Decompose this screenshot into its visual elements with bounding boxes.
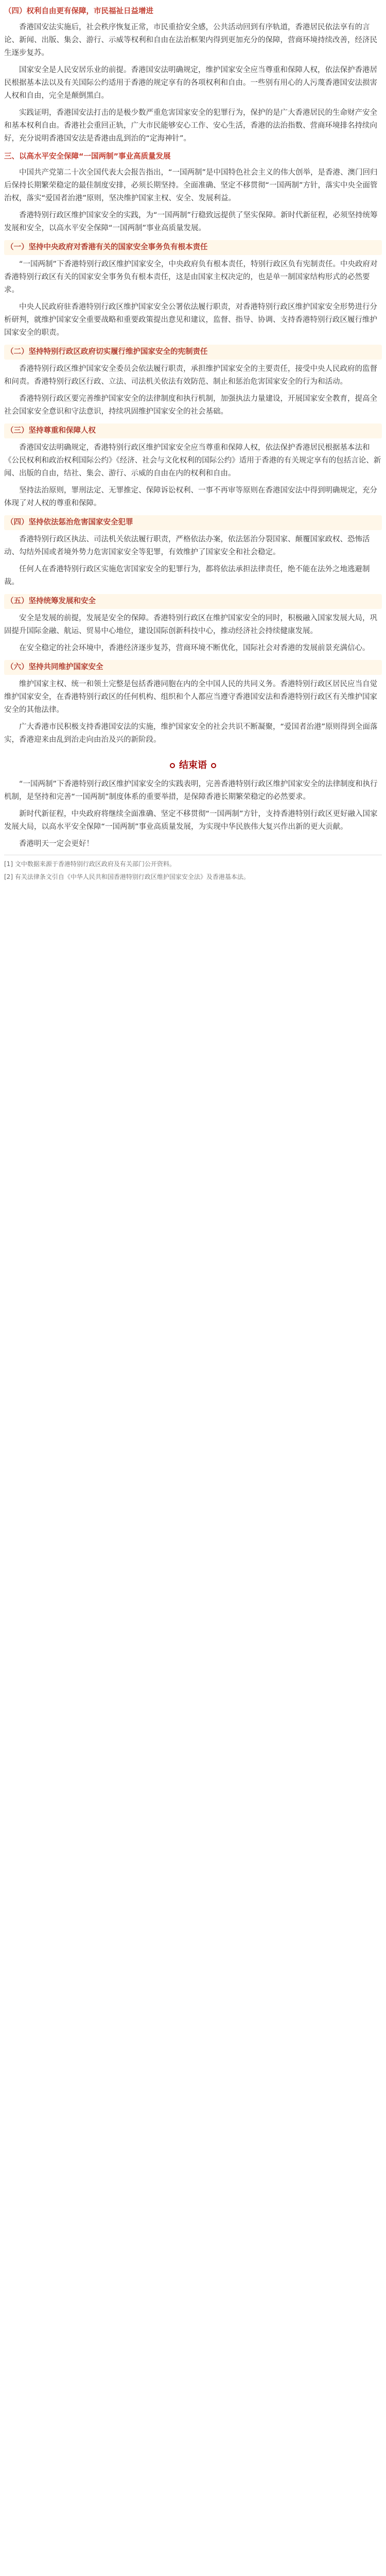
paragraph: 广大香港市民积极支持香港国安法的实施，维护国家安全的社会共识不断凝聚，“爱国者治港”原则得到全面落实，香港迎来由乱到治走向由治及兴的新阶段。 bbox=[4, 723, 378, 744]
closing-title bbox=[4, 759, 382, 772]
paragraph: 安全是发展的前提，发展是安全的保障。香港特别行政区在维护国家安全的同时，积极融入国家发展大局，巩固提升国际金融、航运、贸易中心地位，建设国际创新科技中心，推动经济社会持续健康发展。 bbox=[4, 614, 377, 635]
paragraph: “一国两制”下香港特别行政区维护国家安全，中央政府负有根本责任，特别行政区负有宪制责任。中央政府对香港特别行政区有关的国家安全事务负有根本责任，这是由国家主权决定的，也是单一制国家结构形式的必然要求。 bbox=[4, 260, 378, 294]
section-title: 三、以高水平安全保障“一国两制”事业高质量发展 bbox=[4, 152, 171, 161]
subsection bbox=[4, 345, 382, 418]
subsection bbox=[4, 594, 382, 655]
subsection bbox=[4, 240, 382, 340]
paragraph: 香港国安法实施后，社会秩序恢复正常，市民重拾安全感，公共活动回到有序轨道，香港居民依法享有的言论、新闻、出版、集会、游行、示威等权利和自由在法治框架内得到更加充分的保障，营商环境持续改善，经济民生逐步复苏。 bbox=[4, 23, 377, 57]
subsection-title: （四）坚持依法惩治危害国家安全犯罪 bbox=[4, 515, 382, 530]
paragraph: 在安全稳定的社会环境中，香港经济逐步复苏，营商环境不断优化，国际社会对香港的发展前景充满信心。 bbox=[19, 644, 370, 652]
paragraph: 坚持法治原则，罪刑法定、无罪推定、保障诉讼权利、一事不再审等原则在香港国安法中得到明确规定，充分体现了对人权的尊重和保障。 bbox=[4, 486, 377, 507]
subsection bbox=[4, 660, 382, 747]
paragraph: 香港特别行政区维护国家安全委员会依法履行职责，承担维护国家安全的主要责任，接受中央人民政府的监督和问责。香港特别行政区行政、立法、司法机关依法有效防范、制止和惩治危害国家安全的行为和活动。 bbox=[4, 365, 377, 386]
paragraph: “一国两制”下香港特别行政区维护国家安全的实践表明，完善香港特别行政区维护国家安全的法律制度和执行机制，是坚持和完善“一国两制”制度体系的重要举措，是保障香港长期繁荣稳定的必然要求。 bbox=[4, 780, 378, 801]
paragraph: 实践证明，香港国安法打击的是极少数严重危害国家安全的犯罪行为，保护的是广大香港居民的生命财产安全和基本权利自由。香港社会重回正轨，广大市民能够安心工作、安心生活，香港的法治指数、营商环境排名持续向好，充分说明香港国安法是香港由乱到治的“定海神针”。 bbox=[4, 109, 377, 143]
subsection-title: （二）坚持特别行政区政府切实履行维护国家安全的宪制责任 bbox=[4, 345, 382, 360]
footnote: [2] 有关法律条文引自《中华人民共和国香港特别行政区维护国家安全法》及香港基本法。 bbox=[4, 873, 250, 880]
footnote: [1] 文中数据来源于香港特别行政区政府及有关部门公开资料。 bbox=[4, 860, 176, 868]
paragraph: 任何人在香港特别行政区实施危害国家安全的犯罪行为，都将依法承担法律责任，绝不能在法外之地逃避制裁。 bbox=[4, 565, 370, 586]
subsection bbox=[4, 423, 382, 510]
section-title: （四）权利自由更有保障，市民福祉日益增进 bbox=[4, 7, 153, 15]
subsection bbox=[4, 515, 382, 589]
paragraph: 香港明天一定会更好！ bbox=[19, 840, 94, 848]
section bbox=[4, 5, 382, 145]
paragraph: 新时代新征程，中央政府将继续全面准确、坚定不移贯彻“一国两制”方针，支持香港特别行政区更好融入国家发展大局，以高水平安全保障“一国两制”事业高质量发展，为实现中华民族伟大复兴作出新的更大贡献。 bbox=[4, 810, 378, 831]
paragraph: 中国共产党第二十次全国代表大会报告指出，“一国两制”是中国特色社会主义的伟大创举，是香港、澳门回归后保持长期繁荣稳定的最佳制度安排，必须长期坚持。全面准确、坚定不移贯彻“一国两制”方针，落实中央全面管治权，落实“爱国者治港”原则，坚决维护国家主权、安全、发展利益。 bbox=[4, 168, 378, 202]
subsection-title: （五）坚持统筹发展和安全 bbox=[4, 594, 382, 609]
paragraph: 维护国家主权、统一和领土完整是包括香港同胞在内的全中国人民的共同义务。香港特别行政区居民应当自觉维护国家安全，在香港特别行政区的任何机构、组织和个人都应当遵守香港国安法和香港特别行政区有关维护国家安全的其他法律。 bbox=[4, 680, 377, 714]
paragraph: 香港特别行政区执法、司法机关依法履行职责，严格依法办案，依法惩治分裂国家、颠覆国家政权、恐怖活动、勾结外国或者境外势力危害国家安全等犯罪，有效维护了国家安全和社会稳定。 bbox=[4, 535, 370, 556]
subsection-title: （六）坚持共同维护国家安全 bbox=[4, 660, 382, 675]
paragraph: 香港特别行政区维护国家安全的实践，为“一国两制”行稳致远提供了坚实保障。新时代新征程，必须坚持统筹发展和安全，以高水平安全保障“一国两制”事业高质量发展。 bbox=[4, 211, 378, 232]
paragraph: 香港国安法明确规定，香港特别行政区维护国家安全应当尊重和保障人权，依法保护香港居民根据基本法和《公民权利和政治权利国际公约》《经济、社会与文化权利的国际公约》适用于香港的有关规定享有的包括言论、新闻、出版的自由，结社、集会、游行、示威的自由在内的权利和自由。 bbox=[4, 444, 381, 478]
paragraph: 香港特别行政区要完善维护国家安全的法律制度和执行机制，加强执法力量建设，开展国家安全教育，提高全社会国家安全意识和守法意识，持续巩固维护国家安全的社会基础。 bbox=[4, 395, 377, 416]
page bbox=[0, 5, 386, 2576]
decor-circle-icon bbox=[170, 763, 175, 768]
paragraph: 国家安全是人民安居乐业的前提。香港国安法明确规定，维护国家安全应当尊重和保障人权，依法保护香港居民根据基本法以及有关国际公约适用于香港的规定享有的各项权利和自由。一些别有用心的人污蔑香港国安法损害人权和自由，完全是颠倒黑白。 bbox=[4, 66, 377, 100]
closing-title-text: 结束语 bbox=[179, 760, 207, 771]
paragraph: 中央人民政府驻香港特别行政区维护国家安全公署依法履行职责，对香港特别行政区维护国家安全形势进行分析研判，就维护国家安全重要战略和重要政策提出意见和建议，监督、指导、协调、支持香港特别行政区履行维护国家安全的职责。 bbox=[4, 303, 377, 337]
decor-circle-icon bbox=[211, 763, 216, 768]
article-body bbox=[4, 5, 382, 882]
subsection-title: （一）坚持中央政府对香港有关的国家安全事务负有根本责任 bbox=[4, 240, 382, 255]
subsection-title: （三）坚持尊重和保障人权 bbox=[4, 423, 382, 438]
section bbox=[4, 150, 382, 747]
